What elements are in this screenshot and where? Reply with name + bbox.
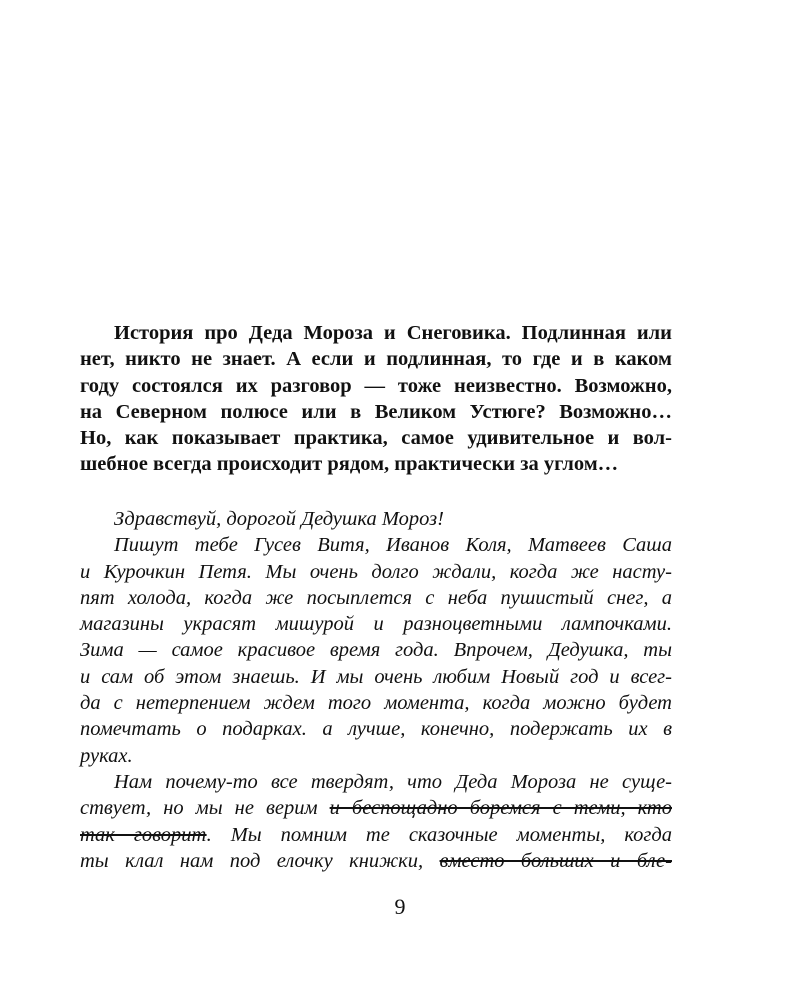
intro-line: История про Деда Мороза и Снеговика. Подлинная или: [114, 322, 672, 344]
letter-line: [80, 822, 672, 848]
page-number: 9: [394, 894, 406, 919]
intro-line: году состоялся их разговор — тоже неизвестно. Возможно,: [80, 374, 672, 397]
intro-line: на Северном полюсе или в Великом Устюге? Возможно…: [80, 400, 672, 423]
struck-through-text: так говорит: [80, 823, 207, 846]
struck-through-text: и беспощадно боремся с теми, кто: [329, 797, 672, 820]
letter-line: магазины украсят мишурой и разноцветными лампочками.: [80, 613, 672, 636]
letter-line: Пишут тебе Гусев Витя, Иванов Коля, Матвеев Саша: [114, 534, 672, 557]
intro-line: шебное всегда происходит рядом, практически за углом…: [80, 453, 619, 476]
intro-line: нет, никто не знает. А если и подлинная, то где и в каком: [80, 348, 672, 371]
intro-line: Но, как показывает практика, самое удивительное и вол-: [80, 427, 672, 450]
letter-line: [80, 795, 672, 821]
letter-line: и сам об этом знаешь. И мы очень любим Новый год и всег-: [80, 665, 672, 688]
letter-line: пят холода, когда же посыплется с неба пушистый снег, а: [80, 586, 672, 609]
letter-greeting: Здравствуй, дорогой Дедушка Мороз!: [114, 508, 444, 530]
letter-line: руках.: [80, 744, 133, 767]
letter-line: помечтать о подарках. а лучше, конечно, подержать их в: [80, 718, 672, 741]
letter-text: [80, 506, 672, 874]
letter-text-plain: ствует, но мы не верим: [80, 797, 330, 820]
letter-text-plain: ты клал нам под елочку книжки,: [80, 849, 440, 872]
letter-line: [80, 848, 672, 874]
intro-paragraph: [80, 320, 672, 478]
letter-line: и Курочкин Петя. Мы очень долго ждали, когда же насту-: [80, 560, 672, 583]
letter-line: Зима — самое красивое время года. Впрочем, Дедушка, ты: [80, 639, 672, 662]
struck-through-text: вместо больших и бле-: [439, 849, 672, 872]
letter-line: Нам почему-то все твердят, что Деда Мороза не суще-: [114, 770, 672, 793]
letter-text-plain: . Мы помним те сказочные моменты, когда: [206, 823, 673, 846]
letter-line: да с нетерпением ждем того момента, когда можно будет: [80, 692, 672, 715]
